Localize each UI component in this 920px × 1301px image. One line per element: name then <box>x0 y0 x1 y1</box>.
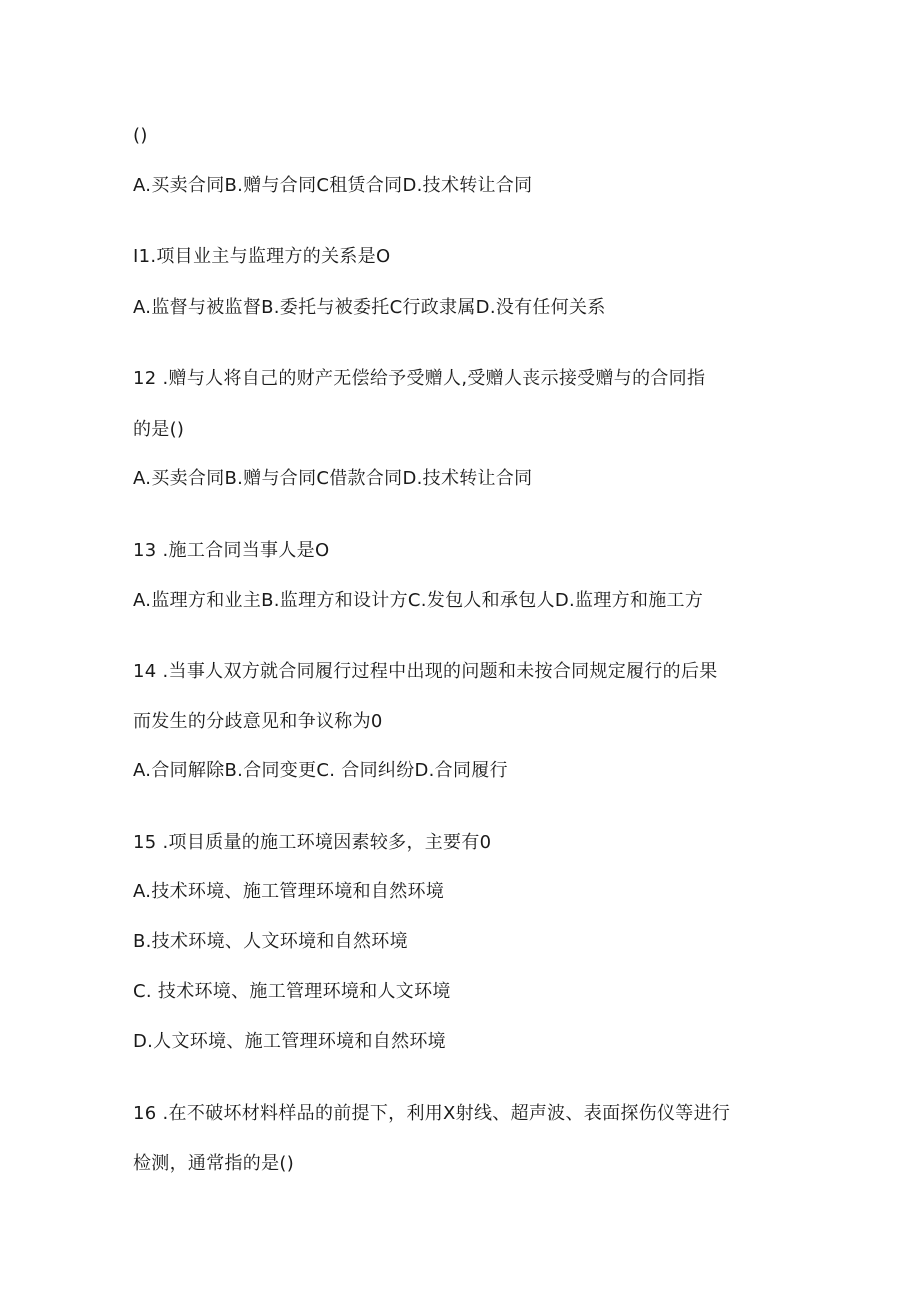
question-14-continued: 而发生的分歧意见和争议称为0 <box>133 711 383 732</box>
option-c: C. 技术环境、施工管理环境和人文环境 <box>133 981 451 1002</box>
question-11: I1.项目业主与监理方的关系是O <box>133 246 391 267</box>
question-16-continued: 检测，通常指的是() <box>133 1153 295 1174</box>
option-d: D.人文环境、施工管理环境和自然环境 <box>133 1031 446 1052</box>
option-a: A.技术环境、施工管理环境和自然环境 <box>133 881 445 902</box>
question-12-continued: 的是() <box>133 419 185 440</box>
question-13: 13 .施工合同当事人是O <box>133 540 330 561</box>
options-line: A.合同解除B.合同变更C. 合同纠纷D.合同履行 <box>133 760 508 781</box>
question-14: 14 .当事人双方就合同履行过程中出现的问题和未按合同规定履行的后果 <box>133 661 718 682</box>
question-15: 15 .项目质量的施工环境因素较多，主要有0 <box>133 832 492 853</box>
options-line: A.监督与被监督B.委托与被委托C行政隶属D.没有任何关系 <box>133 297 606 318</box>
question-16: 16 .在不破坏材料样品的前提下，利用X射线、超声波、表面探伤仪等进行 <box>133 1103 731 1124</box>
options-line: A.买卖合同B.赠与合同C借款合同D.技术转让合同 <box>133 468 533 489</box>
text-line: () <box>133 125 148 146</box>
question-12: 12 .赠与人将自己的财产无偿给予受赠人,受赠人丧示接受赠与的合同指 <box>133 368 706 389</box>
options-line: A.监理方和业主B.监理方和设计方C.发包人和承包人D.监理方和施工方 <box>133 590 704 611</box>
options-line: A.买卖合同B.赠与合同C租赁合同D.技术转让合同 <box>133 175 533 196</box>
option-b: B.技术环境、人文环境和自然环境 <box>133 931 408 952</box>
